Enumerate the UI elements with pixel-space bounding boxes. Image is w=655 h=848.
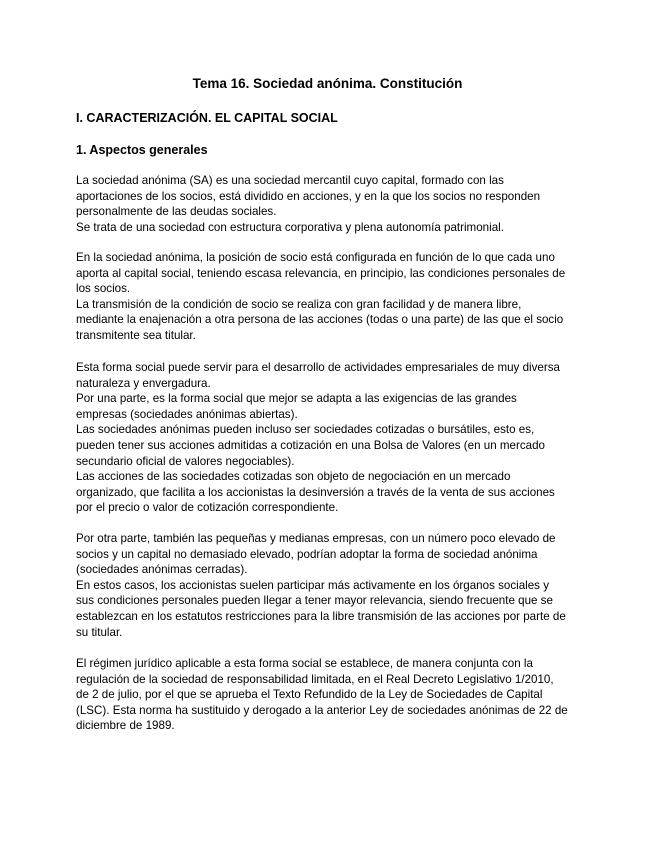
paragraph-line: El régimen jurídico aplicable a esta forma social se establece, de manera conjunta con la [76, 657, 533, 670]
paragraph-line: diciembre de 1989. [76, 719, 175, 733]
paragraph-line: La sociedad anónima (SA) es una sociedad mercantil cuyo capital, formado con las [76, 174, 504, 187]
paragraph-line: de 2 de julio, por el que se aprueba el Texto Refundido de la Ley de Sociedades de Capital [76, 688, 543, 702]
paragraph-4 [76, 531, 586, 640]
paragraph-5 [76, 656, 586, 734]
paragraph-line: Por otra parte, también las pequeñas y medianas empresas, con un número poco elevado de [76, 532, 556, 545]
paragraph-line: establezcan en los estatutos restricciones para la libre transmisión de las acciones por parte de [76, 609, 566, 623]
paragraph-line: regulación de la sociedad de responsabilidad limitada, en el Real Decreto Legislativo 1/2010, [76, 672, 554, 686]
paragraph-line: naturaleza y envergadura. [76, 376, 211, 390]
paragraph-line: transmitente sea titular. [76, 328, 196, 342]
paragraph-line: secundario oficial de valores negociables). [76, 454, 295, 468]
paragraph-line: mediante la enajenación a otra persona de las acciones (todas o una parte) de las que el socio [76, 313, 564, 327]
paragraph-line: Por una parte, es la forma social que mejor se adapta a las exigencias de las grandes [76, 392, 517, 406]
paragraph-line: su titular. [76, 625, 123, 639]
paragraph-line: (sociedades anónimas cerradas). [76, 563, 248, 577]
paragraph-line: Se trata de una sociedad con estructura corporativa y plena autonomía patrimonial. [76, 220, 504, 234]
paragraph-line: Esta forma social puede servir para el desarrollo de actividades empresariales de muy diversa [76, 361, 560, 374]
paragraph-line: aportaciones de los socios, está dividido en acciones, y en la que los socios no responden [76, 189, 541, 203]
paragraph-2 [76, 250, 586, 344]
paragraph-line: por el precio o valor de cotización correspondiente. [76, 501, 339, 515]
paragraph-line: aporta al capital social, teniendo escasa relevancia, en principio, las condiciones personales de [76, 266, 566, 280]
paragraph-line: organizado, que facilita a los accionistas la desinversión a través de la venta de sus acciones [76, 485, 555, 499]
subsection-heading: 1. Aspectos generales [76, 143, 208, 157]
paragraph-line: pueden tener sus acciones admitidas a cotización en una Bolsa de Valores (en un mercado [76, 438, 545, 452]
paragraph-line: Las sociedades anónimas pueden incluso ser sociedades cotizadas o bursátiles, esto es, [76, 423, 535, 437]
paragraph-line: sus condiciones personales pueden llegar a tener mayor relevancia, siendo frecuente que se [76, 594, 553, 608]
section-heading: I. CARACTERIZACIÓN. EL CAPITAL SOCIAL [76, 111, 338, 125]
paragraph-line: En estos casos, los accionistas suelen participar más activamente en los órganos sociales y [76, 578, 550, 592]
paragraph-line: La transmisión de la condición de socio se realiza con gran facilidad y de manera libre, [76, 297, 522, 311]
paragraph-line: empresas (sociedades anónimas abiertas). [76, 407, 298, 421]
paragraph-line: Las acciones de las sociedades cotizadas son objeto de negociación en un mercado [76, 470, 511, 484]
paragraph-line: los socios. [76, 282, 131, 296]
paragraph-line: socios y un capital no demasiado elevado, podrían adoptar la forma de sociedad anónima [76, 547, 538, 561]
paragraph-3 [76, 360, 586, 516]
document-title: Tema 16. Sociedad anónima. Constitución [192, 76, 463, 91]
paragraph-line: (LSC). Esta norma ha sustituido y derogado a la anterior Ley de sociedades anónimas de 22 de [76, 703, 568, 717]
paragraph-line: personalmente de las deudas sociales. [76, 205, 277, 219]
paragraph-line: En la sociedad anónima, la posición de socio está configurada en función de lo que cada uno [76, 251, 555, 264]
paragraph-1 [76, 173, 586, 235]
